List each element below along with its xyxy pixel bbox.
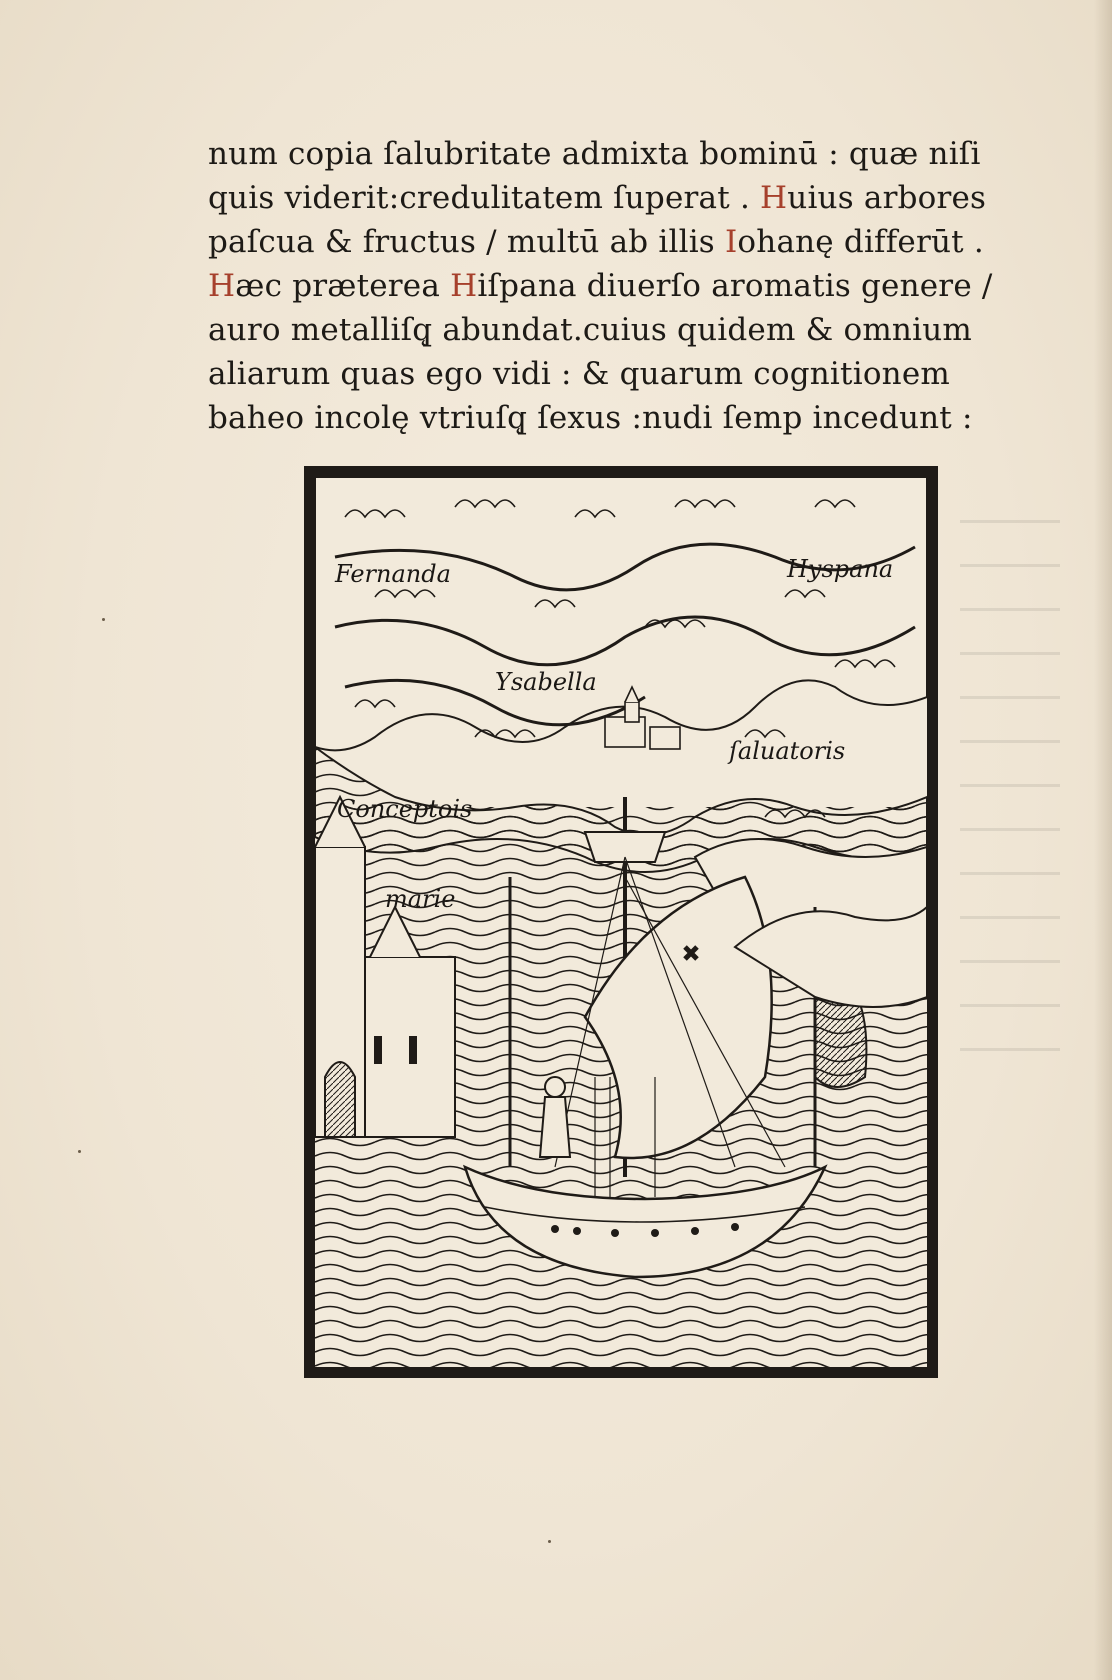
label-hyspana: Hyspana <box>787 555 894 583</box>
label-fernanda: Fernanda <box>335 560 451 588</box>
rubricated-initial: H <box>208 268 236 304</box>
paper-speck <box>102 618 105 621</box>
rubricated-initial: H <box>760 180 788 216</box>
label-conceptionis: Conceptois <box>337 795 473 823</box>
text-line: num copia ſalubritate admixta bominū : quæ niſi <box>208 136 981 172</box>
text-line: aliarum quas ego vidi : & quarum cognitionem <box>208 356 950 392</box>
text-line: quis viderit:credulitatem ſuperat . Huius arbores <box>208 180 987 216</box>
label-saluatoris: ſaluatoris <box>729 737 846 765</box>
text-line: baheo incolę vtriuſq̨ ſexus :nudi ſemp incedunt : <box>208 400 973 436</box>
text-line: paſcua & fructus / multū ab illis Iohanę differūt . <box>208 224 984 260</box>
page-edge-shadow <box>1094 0 1112 1680</box>
text-line: auro metalliſq̨ abundat.cuius quidem & omnium <box>208 312 972 348</box>
text-line: Hæc præterea Hiſpana diuerſo aromatis genere / <box>208 268 993 304</box>
paper-speck <box>548 1540 551 1543</box>
text-block <box>208 132 1008 440</box>
woodcut-caravel-harbor-icon <box>315 477 927 1367</box>
paper-speck <box>78 1150 81 1153</box>
woodcut-illustration <box>304 466 938 1378</box>
rubricated-initial: I <box>724 224 738 260</box>
rubricated-initial: H <box>450 268 478 304</box>
label-marie: marie <box>385 885 456 913</box>
show-through-text <box>960 520 1060 1080</box>
label-ysabella: Ysabella <box>495 668 597 696</box>
